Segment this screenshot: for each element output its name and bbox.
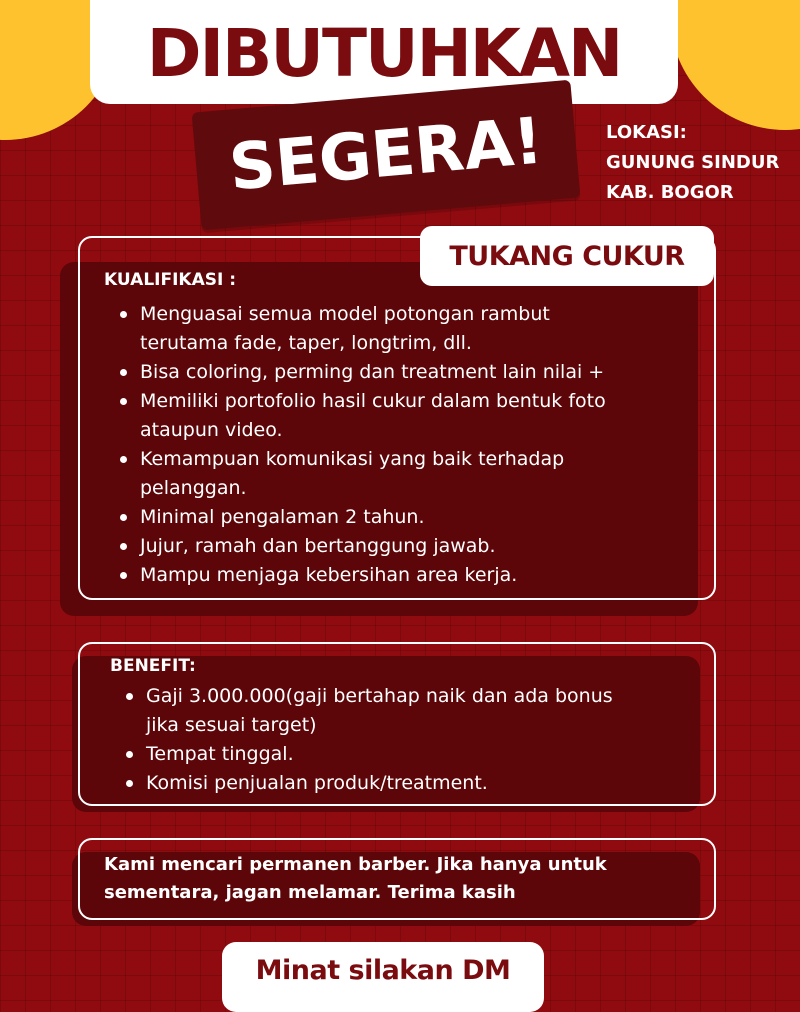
qualifications-heading: KUALIFIKASI : [104,270,237,290]
qualification-item: Memiliki portofolio hasil cukur dalam bentuk foto [140,387,606,416]
position-title-tab [420,226,714,286]
note-card [78,838,716,920]
location-label: LOKASI: [606,122,687,143]
headline-subtitle: SEGERA! [226,104,546,206]
qualifications-list [140,300,606,590]
qualification-item: Jujur, ramah dan bertanggung jawab. [140,532,606,561]
decorative-yellow-blob-right [670,0,800,130]
headline-title: DIBUTUHKAN [146,15,622,92]
qualification-item: Minimal pengalaman 2 tahun. [140,503,606,532]
note-line-2: sementara, jagan melamar. Terima kasih [104,882,516,903]
qualification-item-continuation: ataupun video. [140,419,283,441]
benefits-list [146,682,613,798]
cta-banner [222,942,544,1012]
benefit-item-continuation: jika sesuai target) [146,714,317,736]
qualification-item: Menguasai semua model potongan rambut [140,300,606,329]
qualification-item: Bisa coloring, perming dan treatment lain nilai + [140,358,606,387]
qualifications-card [78,236,716,600]
position-title: TUKANG CUKUR [449,240,685,272]
location-block [606,118,796,208]
cta-text: Minat silakan DM [255,955,511,986]
headline-banner [90,0,678,104]
note-text [104,851,704,907]
qualification-item-continuation: terutama fade, taper, longtrim, dll. [140,332,472,354]
benefit-item: Tempat tinggal. [146,740,613,769]
note-line-1: Kami mencari permanen barber. Jika hanya untuk [104,854,607,875]
qualification-item: Kemampuan komunikasi yang baik terhadap [140,445,606,474]
benefit-item: Gaji 3.000.000(gaji bertahap naik dan ada bonus [146,682,613,711]
location-line-1: GUNUNG SINDUR [606,152,780,173]
benefits-heading: BENEFIT: [110,656,196,676]
qualification-item-continuation: pelanggan. [140,477,247,499]
benefits-card [78,642,716,806]
qualification-item: Mampu menjaga kebersihan area kerja. [140,561,606,590]
location-line-2: KAB. BOGOR [606,182,734,203]
benefit-item: Komisi penjualan produk/treatment. [146,769,613,798]
